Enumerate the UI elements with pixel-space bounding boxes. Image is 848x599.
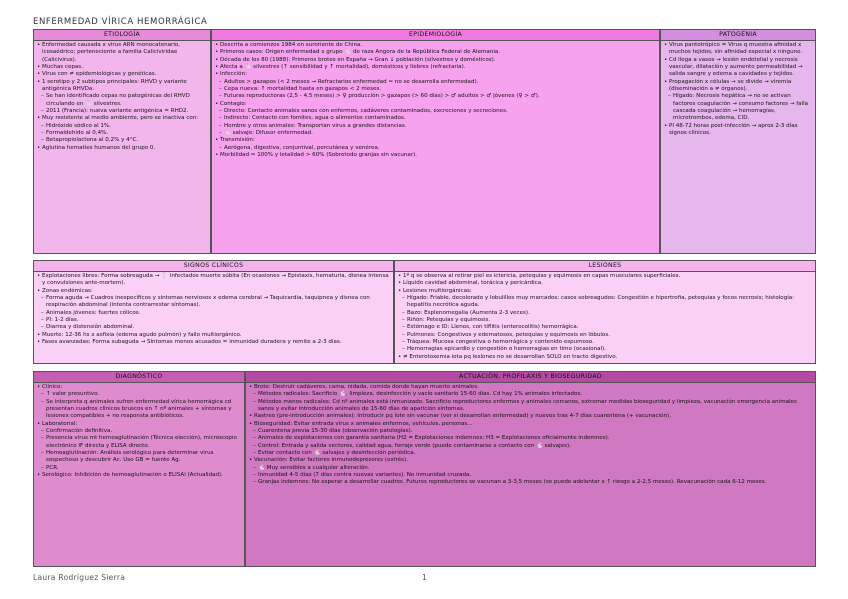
list-item: – Confirmación definitiva. xyxy=(41,428,241,435)
patogenia-section xyxy=(660,29,816,254)
list-item: – Hombre y otros animales: Transportan virus a grandes distancias. xyxy=(219,123,656,130)
list-item: • Propagación x células → se divide → viremia (diseminación a ≠ órganos). xyxy=(664,79,812,94)
list-item: • Transmisión: xyxy=(215,137,656,144)
list-item: • 1º q se observa al retirar piel es ictericia, petequias y equimosis en capas musculares superficiales. xyxy=(398,273,812,280)
section-header: SIGNOS CLÍNICOS xyxy=(34,261,393,272)
lesiones-section xyxy=(394,260,816,364)
list-item: – Métodos radicales: Sacrificio 🐇, limpieza, desinfección y vacío sanitario 15-60 días. Cd hay 1% animales infectados. xyxy=(253,391,812,398)
list-item: • Serológico: Inhibición de hemoaglutinación o ELISAi (Actualidad). xyxy=(37,472,241,479)
list-item: • Infección: xyxy=(215,71,656,78)
list-item: – Forma aguda → Cuadros inespecíficos y síntomas nerviosos x edema cerebral → Taquicardia, taquipnea y disnea con respiración abdominal (intenta contrarrestar síntomas). xyxy=(41,295,390,310)
list-item: – Presencia virus mt hemoaglutinación (Técnica elección), microscopio electrónico IF directa y ELISA directo. xyxy=(41,435,241,450)
list-item: – Adultos > gazapos (< 2 meses → Refractarios enfermedad ≈ no se desarrolla enfermedad). xyxy=(219,79,656,86)
list-item: – Hemoaglutinación: Análisis serológico para determinar virus sospechoso y descubrir Ac. Uso GB = fuente Ag. xyxy=(41,450,241,465)
sub-list xyxy=(253,465,812,487)
diagnostico-section xyxy=(33,371,245,567)
section-header: ETIOLOGÍA xyxy=(34,30,210,41)
list-item: • Laboratorial: xyxy=(37,421,241,428)
list-item: • Muchas cepas. xyxy=(37,64,207,71)
list-item: • Rastreo (pre-introducción animales): Introducir pq lote sin vacunar (ver si desarrollan enfermedad) y nuevos tras 4-7 días cuarentena (+ vacunación). xyxy=(249,413,812,420)
list-item: – Bazo: Esplenomegalia (Aumenta 2-3 veces). xyxy=(402,310,812,317)
list-item: – Granjas indemnes: No esperar a desarrollar cuadros. Futuros reproductores se vacunan a 3-3,5 meses (se puede adelantar x ↑ riesgo a 2-2,5 meses). Revacunación cada 6-12 meses. xyxy=(253,479,812,486)
list-item: • Clínico: xyxy=(37,384,241,391)
list-item: – Cuarentena previa 15-30 días (observación patologías). xyxy=(253,428,812,435)
list-item: – Inmunidad 4-5 días (7 días contra nuevas variantes). No inmunidad cruzada. xyxy=(253,472,812,479)
list-item: – Formaldehido al 0,4%. xyxy=(41,130,207,137)
list-item: – Evitar contacto con 🐇 salvajes y desinfección periódica. xyxy=(253,450,812,457)
bullet-list xyxy=(664,42,812,137)
list-item: • Década de los 80 (1988): Primeros brotes en España → Gran ↓ población (silvestres y domésticos). xyxy=(215,57,656,64)
list-item: • Virus pantotrópico = Virus q muestra afinidad x muchos tejidos, sin afinidad especial x ninguno. xyxy=(664,42,812,57)
list-item: – Control: Entrada y salida vectores, calidad agua, forraje verde (puede contaminarse x contacto con 🐇 salvajes). xyxy=(253,443,812,450)
section-body xyxy=(395,272,815,362)
list-item: – Hígado: Necrosis hepática → no se activan factores coagulación → consumo factores → falla cascada coagulación → hemorragias, microtrombos, edema, CID. xyxy=(668,93,812,122)
list-item: • Vacunación: Evitar factores inmunodepresores (estrés). xyxy=(249,457,812,464)
section-body xyxy=(34,41,210,153)
section-header: DIAGNÓSTICO xyxy=(34,372,244,383)
list-item: – Betapropiolactona al 0,2% y 4°C. xyxy=(41,137,207,144)
section-header: ACTUACIÓN, PROFILAXIS Y BIOSEGURIDAD xyxy=(246,372,815,383)
list-item: • Contagio: xyxy=(215,101,656,108)
section-header: EPIDEMIOLOGÍA xyxy=(212,30,659,41)
list-item: – PCR. xyxy=(41,465,241,472)
page-number: 1 xyxy=(422,573,427,582)
list-item: – Hidróxido sódico al 1%. xyxy=(41,123,207,130)
etiologia-section xyxy=(33,29,211,254)
list-item: – Directo: Contacto animales sanos con enfermos, cadáveres contaminados, excreciones y secreciones. xyxy=(219,108,656,115)
list-item: – Se interpreta q animales sufren enfermedad vírica hemorrágica cd presentan cuadros clínicos bruscos en ↑ nº animales + síntomas y lesiones compatibles + no responsta antibióticos. xyxy=(41,399,241,421)
list-item: • Lesiones multiorgánicas: xyxy=(398,288,812,295)
list-item: • Virus con ≠ epidemiológicas y genéticas. xyxy=(37,71,207,78)
list-item: • Primeros casos: Origen enfermedad x grupo 🐇 de raza Angora de la República Federal de Alemania. xyxy=(215,49,656,56)
sub-list xyxy=(219,145,656,152)
sub-list xyxy=(41,123,207,145)
list-item: – Estómago e ID: Llenos, con tiflitis (enterocolitis) hemorrágica. xyxy=(402,324,812,331)
list-item: – Animales de explotaciones con garantía sanitaria (H2 = Explotaciones indemnes; H3 = Explotaciones oficialmente indemnes). xyxy=(253,435,812,442)
list-item: • Zonas endémicas: xyxy=(37,288,390,295)
list-item: – Pulmones: Congestivos y edematosos, petequias y equimosis en lóbulos. xyxy=(402,332,812,339)
list-item: – Indirecto: Contacto con fomites, agua o alimentos contaminados. xyxy=(219,115,656,122)
list-item: – Riñón: Petequias y equimosis. xyxy=(402,317,812,324)
list-item: • Brote: Destruir cadáveres, cama, nidada, comida donde hayan muerto animales. xyxy=(249,384,812,391)
list-item: – Cepa nueva: ↑ mortalidad hasta en gazapos < 2 meses. xyxy=(219,86,656,93)
list-item: • Explotaciones libres: Forma sobreaguda → 🐇 infectados muerte súbita (En ocasiones → Epistaxis, hematuria, disnea intensa y convulsiones ante-mortem). xyxy=(37,273,390,288)
list-item: • Aglutina hematíes humanos del grupo 0. xyxy=(37,145,207,152)
list-item: – Diarrea y distensión abdominal. xyxy=(41,324,390,331)
list-item: • Cd llega a vasos → lesión endotelial y necrosis vascular, dilatación y aumento permeabilidad → salida sangre y edema a cavidades y tejidos. xyxy=(664,57,812,79)
list-item: – Métodos menos radicales: Cd nº animales está inmunizado. Sacrificio reproductores enfermos y animales cercanos, extremar medidas bioseguridad y limpieza, vacunación emergencia animales sanos y evitar introducción animales de 15-60 días de aparición síntomas. xyxy=(253,399,812,414)
bullet-list xyxy=(37,384,241,479)
list-item: – 🐇 Muy sensibles a cualquier alteración. xyxy=(253,465,812,472)
sub-list xyxy=(41,295,390,332)
section-body xyxy=(246,383,815,488)
list-item: • ≠ Enterotoxemia iota pq lesiones no se desarrollan SOLO en tracto digestivo. xyxy=(398,354,812,361)
list-item: – PI: 1-2 días. xyxy=(41,317,390,324)
list-item: – Futuras reproductoras (2,5 - 4,5 meses) > ♀ producción > gazapos (> 60 días) > ♂ adultos > ♂ jóvenes (♀ > ♂). xyxy=(219,93,656,100)
bullet-list xyxy=(398,273,812,361)
sub-list xyxy=(402,295,812,354)
footer-author: Laura Rodríguez Sierra xyxy=(33,573,126,582)
actuacion-section xyxy=(245,371,816,567)
list-item: – Hígado: Friable, decolorado y lobulillos muy marcados; casos sobreagudos: Congestión e hipertrofia, petequias y focos necrosis; histología: hepatitis necrótica aguda. xyxy=(402,295,812,310)
section-body xyxy=(212,41,659,161)
sub-list xyxy=(41,93,207,115)
section-header: PATOGENIA xyxy=(661,30,815,41)
signos-clinicos-section xyxy=(33,260,394,364)
section-body xyxy=(34,383,244,480)
list-item: – ↑ valor presuntivo. xyxy=(41,391,241,398)
list-item: • Descrita a comienzos 1984 en suroriente de China. xyxy=(215,42,656,49)
list-item: – 🐇 salvaje: Difusor enfermedad. xyxy=(219,130,656,137)
list-item: – Animales jóvenes: fuertes cólicos. xyxy=(41,310,390,317)
list-item: – Hemorragias epicardio y congestión o hemorragias en timo (ocasional). xyxy=(402,346,812,353)
list-item: • Muy resistente al medio ambiente, pero se inactiva con: xyxy=(37,115,207,122)
list-item: • Morbilidad ≈ 100% y letalidad > 60% (Sobretodo granjas sin vacunar). xyxy=(215,152,656,159)
section-body xyxy=(661,41,815,138)
sub-list xyxy=(41,428,241,472)
bullet-list xyxy=(37,273,390,346)
list-item: • 1 serotipo y 2 subtipos principales: RHVD y variante antigénica RHVDa. xyxy=(37,79,207,94)
list-item: – Aerógena, digestiva, conjuntival, percutánea y venérea. xyxy=(219,145,656,152)
bullet-list xyxy=(249,384,812,487)
list-item: • Muerte: 12-36 hs x asfixia (edema agudo pulmón) y fallo multiorgánico. xyxy=(37,332,390,339)
sub-list xyxy=(41,391,241,420)
list-item: – Tráquea: Mucosa congestiva o hemorrágica y contenido espumoso. xyxy=(402,339,812,346)
sub-list xyxy=(253,428,812,457)
list-item: • Bioseguridad: Evitar entrada virus x animales enfermos, vehículos, personas... xyxy=(249,421,812,428)
sub-list xyxy=(219,108,656,137)
sub-list xyxy=(219,79,656,101)
sub-list xyxy=(253,391,812,413)
list-item: – Se han identificado cepas no patogénicas del RHVD circulando en 🐇 silvestres. xyxy=(41,93,207,108)
list-item: • Enfermedad causada x virus ARN monocatenario, icosaédrico; perteneciente a familia Caliciviridae (Calicivirus). xyxy=(37,42,207,64)
list-item: – 2011 (Francia): nueva variante antigénica = RHD2. xyxy=(41,108,207,115)
list-item: • PI 48-72 horas post-infección → aprox 2-3 días signos clínicos. xyxy=(664,123,812,138)
document-title: ENFERMEDAD VÍRICA HEMORRÁGICA xyxy=(33,17,208,27)
list-item: • Afecta a 🐇 silvestres (↑ sensibilidad y ↑ mortalidad), domésticos y liebres (refractaria). xyxy=(215,64,656,71)
list-item: • Líquido cavidad abdominal, torácica y pericárdica. xyxy=(398,280,812,287)
section-header: LESIONES xyxy=(395,261,815,272)
list-item: • Fases avanzadas: Forma subaguda → Síntomas menos acusados = inmunidad duradera y remite a 2-3 días. xyxy=(37,339,390,346)
epidemiologia-section xyxy=(211,29,660,254)
bullet-list xyxy=(37,42,207,152)
sub-list xyxy=(668,93,812,122)
bullet-list xyxy=(215,42,656,160)
section-body xyxy=(34,272,393,347)
